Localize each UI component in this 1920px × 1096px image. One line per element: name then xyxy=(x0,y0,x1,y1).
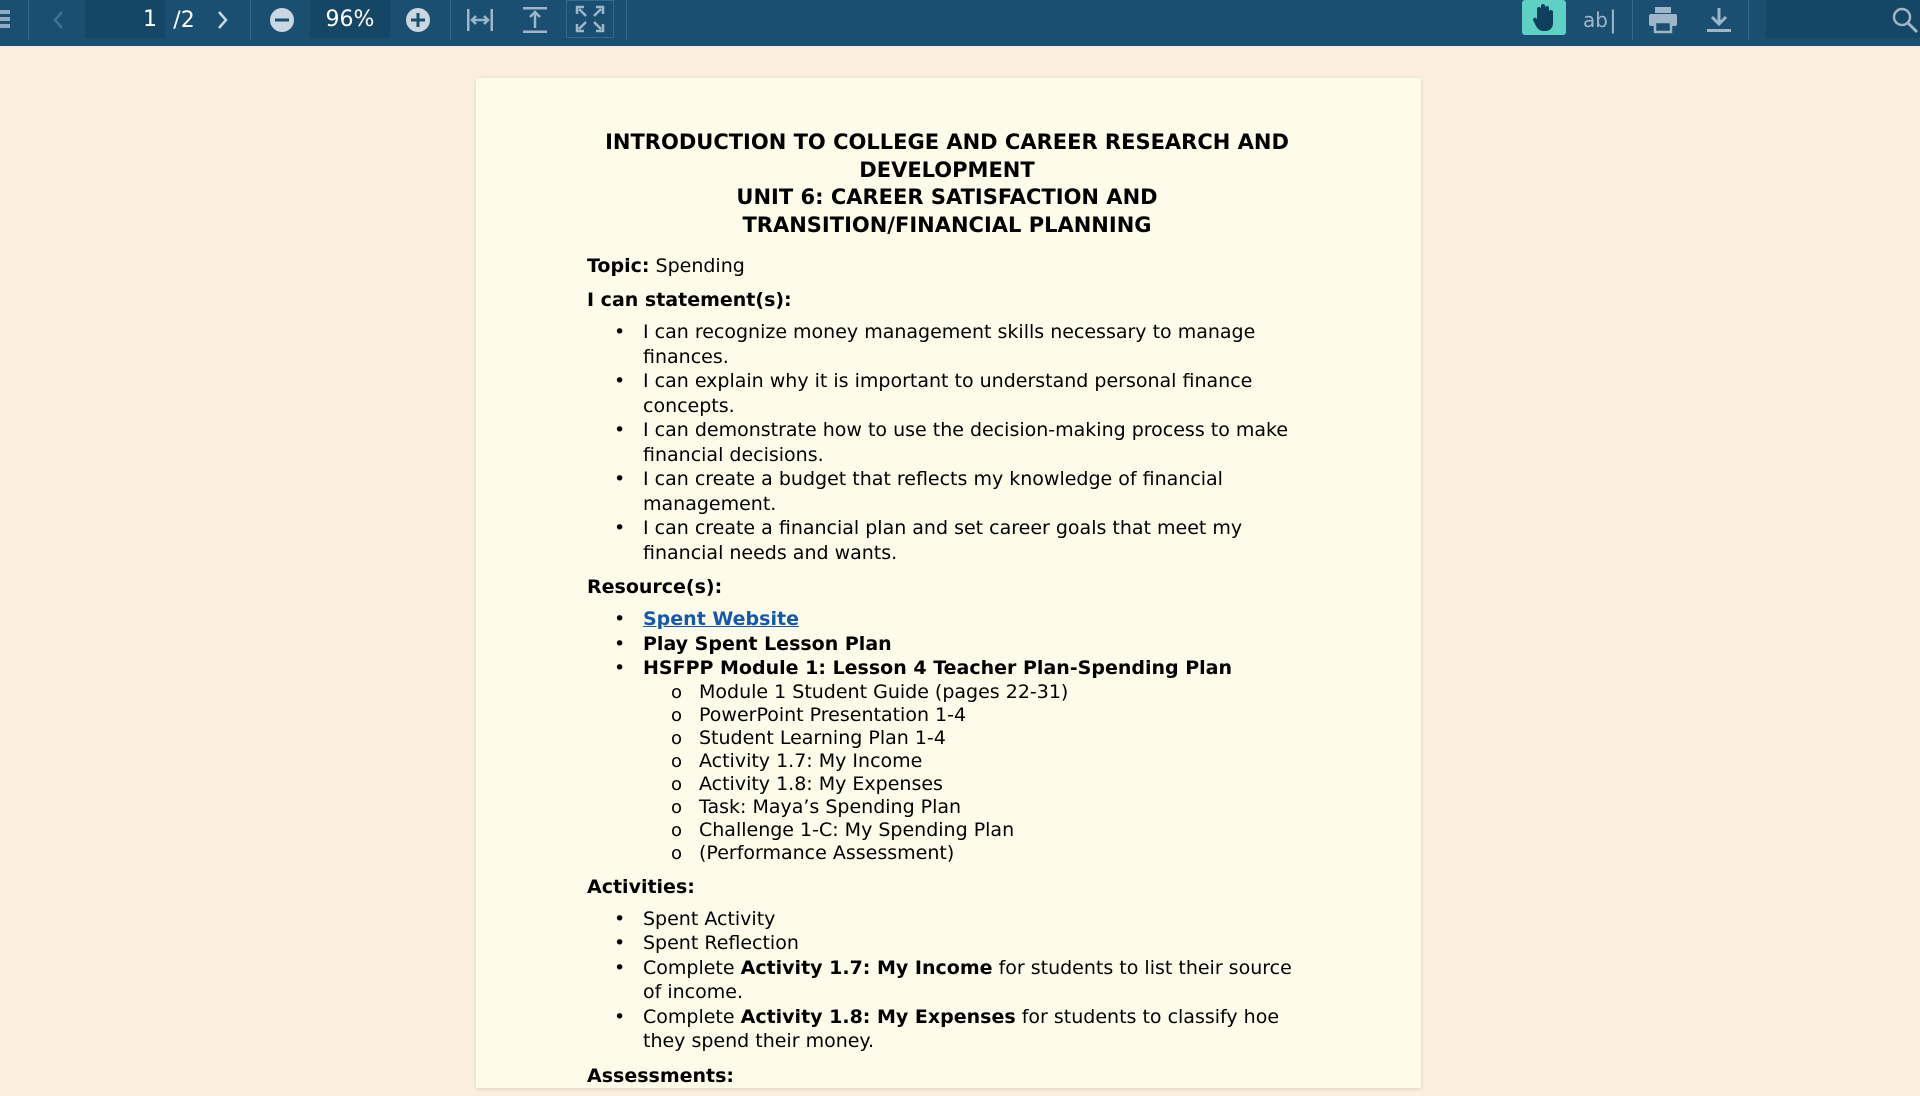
list-item: • I can recognize money management skills necessary to manage finances. xyxy=(587,320,1307,369)
sidebar-icon[interactable] xyxy=(0,0,12,40)
list-item xyxy=(587,632,1307,657)
sublist-item: o Module 1 Student Guide (pages 22-31) xyxy=(587,681,1307,704)
spent-website-link[interactable]: Spent Website xyxy=(643,608,799,630)
next-page-icon[interactable] xyxy=(208,0,236,40)
fullscreen-icon[interactable] xyxy=(566,0,614,38)
topic-label: Topic: xyxy=(587,255,650,277)
print-icon[interactable] xyxy=(1644,0,1682,40)
list-item: • I can demonstrate how to use the decision-making process to make financial decisions. xyxy=(587,418,1307,467)
resources-heading: Resource(s): xyxy=(587,576,723,598)
pdf-toolbar xyxy=(0,0,1920,46)
list-item: • Spent Reflection xyxy=(587,931,1307,956)
sublist-item: o Activity 1.8: My Expenses xyxy=(587,773,1307,796)
resource-text: HSFPP Module 1: Lesson 4 Teacher Plan-Spending Plan xyxy=(643,657,1233,679)
list-item xyxy=(587,656,1307,865)
sublist-item: o Task: Maya’s Spending Plan xyxy=(587,796,1307,819)
hand-tool-icon[interactable] xyxy=(1522,0,1566,35)
resource-text: Play Spent Lesson Plan xyxy=(643,632,892,655)
list-item: • Complete Activity 1.7: My Income for students to list their source of income. xyxy=(587,956,1307,1005)
list-item: • I can create a budget that reflects my knowledge of financial management. xyxy=(587,467,1307,516)
page-total: /2 xyxy=(173,7,195,33)
sublist-item: o PowerPoint Presentation 1-4 xyxy=(587,704,1307,727)
title-line: DEVELOPMENT xyxy=(859,157,1035,182)
sublist-item: o Student Learning Plan 1-4 xyxy=(587,727,1307,750)
page-current: 1 xyxy=(143,6,157,32)
topic-line xyxy=(587,254,1307,278)
list-item: • Spent Activity xyxy=(587,907,1307,932)
fit-width-icon[interactable] xyxy=(463,0,497,40)
zoom-value: 96% xyxy=(325,6,375,32)
topic-value: Spending xyxy=(649,255,745,277)
title-line: INTRODUCTION TO COLLEGE AND CAREER RESEARCH AND xyxy=(605,130,1289,154)
resources-list xyxy=(587,607,1307,865)
sublist-item: o (Performance Assessment) xyxy=(587,842,1307,865)
download-icon[interactable] xyxy=(1700,0,1738,40)
sublist-item: o Challenge 1-C: My Spending Plan xyxy=(587,819,1307,842)
text-select-icon[interactable]: ab | xyxy=(1582,6,1618,34)
sublist-item: o Activity 1.7: My Income xyxy=(587,750,1307,773)
list-item: • Complete Activity 1.8: My Expenses for students to classify hoe they spend their money. xyxy=(587,1005,1307,1054)
list-item: • I can create a financial plan and set career goals that meet my financial needs and wants. xyxy=(587,516,1307,565)
zoom-out-icon[interactable] xyxy=(266,0,298,40)
prev-page-icon[interactable] xyxy=(44,0,74,40)
document-title xyxy=(587,129,1307,239)
page-content xyxy=(587,129,1307,1096)
i-can-list xyxy=(587,320,1307,565)
zoom-in-icon[interactable] xyxy=(402,0,434,40)
activities-heading: Activities: xyxy=(587,875,695,898)
search-icon[interactable] xyxy=(1890,0,1920,40)
activities-list xyxy=(587,907,1307,1054)
page-number-input[interactable] xyxy=(85,0,165,38)
assessments-heading: Assessments: xyxy=(587,1064,735,1087)
resource-sublist xyxy=(643,681,1307,865)
list-item: • I can explain why it is important to understand personal finance concepts. xyxy=(587,369,1307,418)
zoom-level-select[interactable] xyxy=(310,0,390,38)
fit-page-icon[interactable] xyxy=(518,0,552,40)
list-item xyxy=(587,607,1307,632)
title-line: UNIT 6: CAREER SATISFACTION AND xyxy=(736,185,1158,209)
title-line: TRANSITION/FINANCIAL PLANNING xyxy=(742,212,1152,237)
i-can-heading: I can statement(s): xyxy=(587,289,792,311)
